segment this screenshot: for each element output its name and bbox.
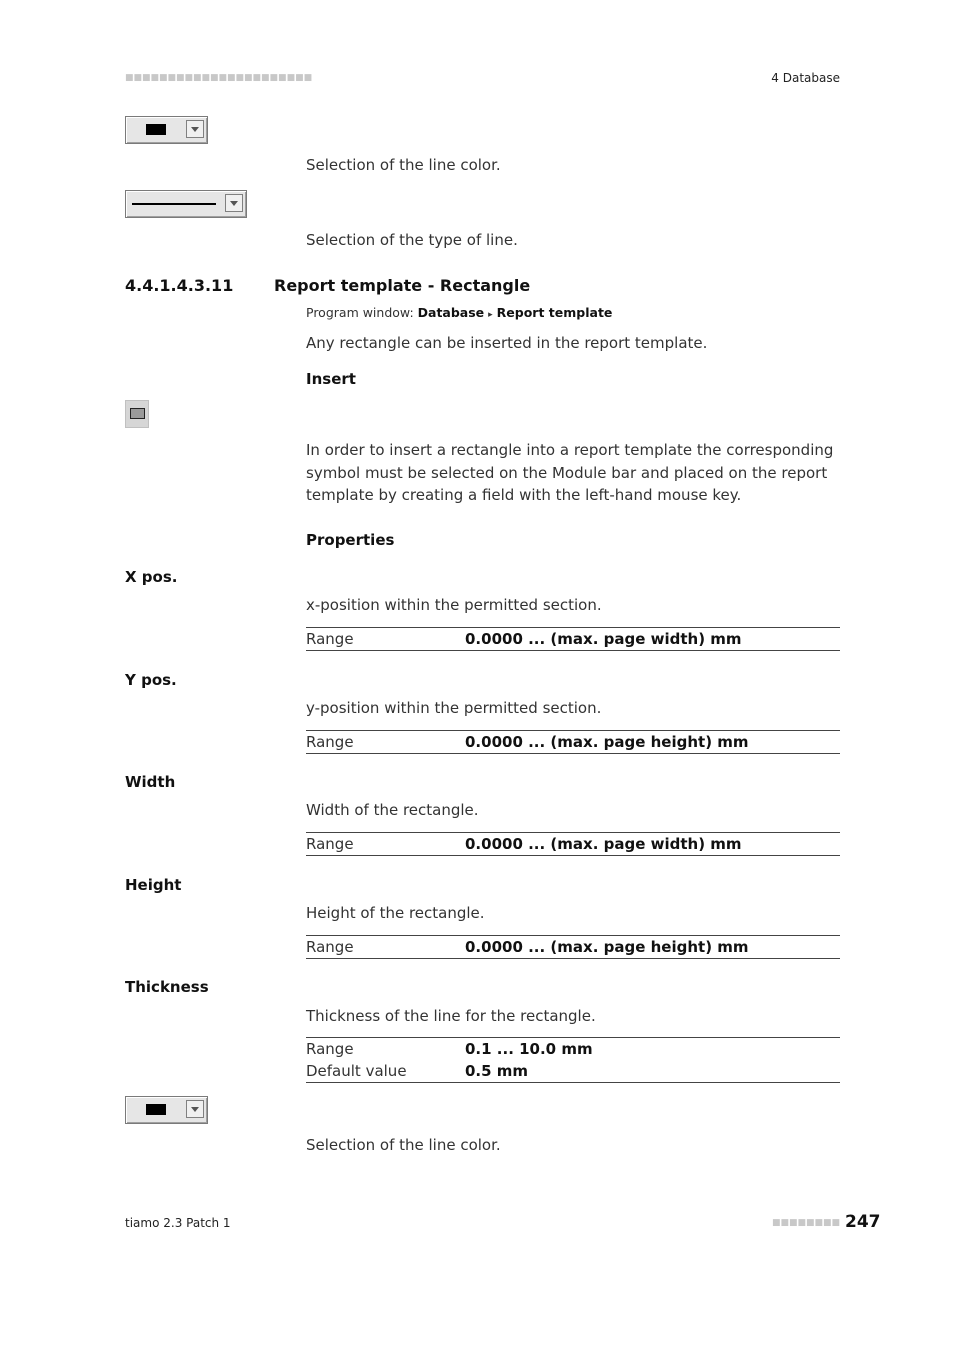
table-row [306,1038,840,1060]
row-value: 0.0000 ... (max. page height) mm [465,733,749,751]
rectangle-line-color-dropdown[interactable] [125,1096,208,1124]
property-desc-width: Width of the rectangle. [306,801,479,819]
chevron-down-icon[interactable] [225,194,243,212]
line-color-description: Selection of the line color. [306,156,501,174]
property-table-x-pos [306,627,840,651]
path-database: Database [417,305,485,320]
section-title: Report template - Rectangle [274,276,531,295]
chevron-down-icon[interactable] [186,120,204,138]
footer-product: tiamo 2.3 Patch 1 [125,1216,231,1230]
property-table-thickness [306,1037,840,1083]
path-arrow-icon: ▸ [488,310,493,320]
properties-heading: Properties [306,531,395,549]
property-desc-thickness: Thickness of the line for the rectangle. [306,1007,596,1025]
property-label-width: Width [125,773,176,791]
row-key: Range [306,938,354,956]
table-row [306,628,840,650]
row-key: Range [306,1040,354,1058]
row-value: 0.0000 ... (max. page height) mm [465,938,749,956]
row-key: Default value [306,1062,407,1080]
property-desc-x-pos: x-position within the permitted section. [306,596,602,614]
insert-heading: Insert [306,370,356,388]
row-key: Range [306,630,354,648]
table-row [306,936,840,958]
row-value: 0.0000 ... (max. page width) mm [465,835,742,853]
property-desc-y-pos: y-position within the permitted section. [306,699,602,717]
program-window-prefix: Program window: [306,305,418,320]
section-number: 4.4.1.4.3.11 [125,276,234,295]
table-row [306,833,840,855]
property-desc-height: Height of the rectangle. [306,904,485,922]
row-key: Range [306,733,354,751]
table-row [306,1060,840,1082]
line-sample [132,203,216,205]
property-table-height [306,935,840,959]
row-key: Range [306,835,354,853]
program-window-path [306,305,612,320]
chevron-down-icon[interactable] [186,1100,204,1118]
footer-decoration: ■■■■■■■■ [772,1218,841,1228]
row-value: 0.1 ... 10.0 mm [465,1040,593,1058]
property-label-height: Height [125,876,182,894]
property-table-width [306,832,840,856]
property-label-x-pos: X pos. [125,568,178,586]
row-value: 0.5 mm [465,1062,529,1080]
page-number: 247 [845,1212,881,1232]
color-swatch [146,1104,166,1115]
path-report-template: Report template [496,305,613,320]
row-value: 0.0000 ... (max. page width) mm [465,630,742,648]
property-table-y-pos [306,730,840,754]
chapter-title: 4 Database [771,71,840,85]
property-label-thickness: Thickness [125,978,209,996]
insert-description: In order to insert a rectangle into a report template the corresponding symbol must be selected on the Module bar and placed on the report template by creating a field with the left-hand mouse key. [306,441,834,504]
header-decoration: ■■■■■■■■■■■■■■■■■■■■■■ [125,73,313,83]
rectangle-line-color-description: Selection of the line color. [306,1136,501,1154]
line-type-description: Selection of the type of line. [306,231,518,249]
rectangle-tool-icon[interactable] [125,400,149,428]
color-swatch [146,124,166,135]
property-label-y-pos: Y pos. [125,671,177,689]
section-intro: Any rectangle can be inserted in the report template. [306,334,708,352]
line-type-dropdown[interactable] [125,190,247,218]
line-color-dropdown[interactable] [125,116,208,144]
table-row [306,731,840,753]
